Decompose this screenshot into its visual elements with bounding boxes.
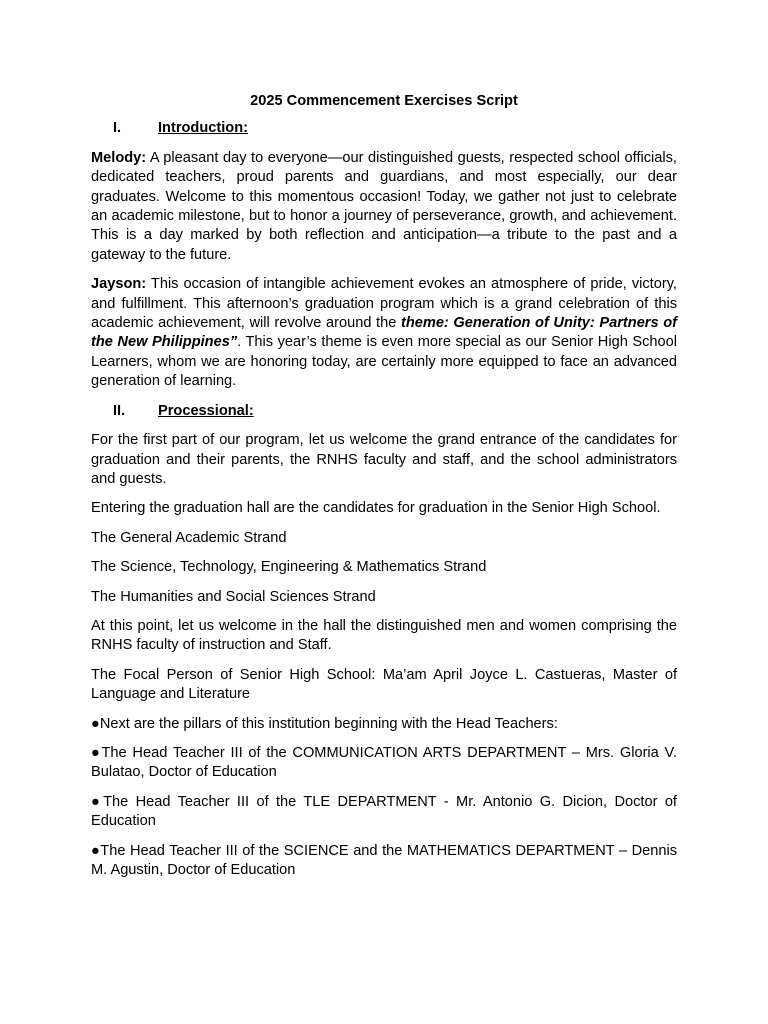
bullet-item: ●The Head Teacher III of the SCIENCE and the MATHEMATICS DEPARTMENT – Dennis M. Agustin, Doctor of Education bbox=[91, 842, 677, 878]
section-heading-introduction bbox=[91, 119, 677, 138]
processional-faculty: At this point, let us welcome in the hall the distinguished men and women comprising the RNHS faculty of instruction and Staff. bbox=[91, 617, 677, 654]
document-page bbox=[91, 92, 677, 890]
processional-candidates: Entering the graduation hall are the candidates for graduation in the Senior High School. bbox=[91, 500, 661, 517]
speaker-name: Jayson: bbox=[91, 276, 147, 293]
melody-paragraph bbox=[91, 149, 677, 265]
section-label: Processional: bbox=[158, 402, 254, 419]
speaker-text: A pleasant day to everyone—our distinguished guests, respected school officials, dedicated teachers, proud parents and guardians, and most especially, our dear graduates. Welcome to this momentous occasion! Today, we gather not just to celebrate an academic milestone, but to honor a journey of perseverance, growth, and achievement. This is a day marked by both reflection and anticipation—a tribute to the past and a gateway to the future. bbox=[91, 149, 677, 263]
bullet-item: ●The Head Teacher III of the COMMUNICATION ARTS DEPARTMENT – Mrs. Gloria V. Bulatao, Doctor of Education bbox=[91, 744, 677, 781]
program-theme: theme: Generation of Unity: Partners of the New Philippines” bbox=[91, 315, 677, 351]
focal-person: The Focal Person of Senior High School: Ma’am April Joyce L. Castueras, Master of Language and Literature bbox=[91, 666, 677, 703]
jayson-paragraph bbox=[91, 275, 677, 391]
speaker-name: Melody: bbox=[91, 149, 147, 166]
strand-item: The General Academic Strand bbox=[91, 529, 287, 546]
document-title: 2025 Commencement Exercises Script bbox=[250, 93, 518, 109]
strand-item: The Humanities and Social Sciences Strand bbox=[91, 588, 376, 605]
section-label: Introduction: bbox=[158, 120, 248, 137]
strand-item: The Science, Technology, Engineering & Mathematics Strand bbox=[91, 559, 487, 576]
speaker-text: This occasion of intangible achievement evokes an atmosphere of pride, victory, and fulfillment. This afternoon’s graduation program which is a grand celebration of this academic achievement, will revolve around the bbox=[91, 276, 677, 332]
speaker-text: . This year’s theme is even more special as our Senior High School Learners, whom we are honoring today, are certainly more equipped to face an advanced generation of learning. bbox=[91, 334, 677, 390]
section-heading-processional bbox=[91, 402, 677, 421]
processional-intro: For the first part of our program, let us welcome the grand entrance of the candidates for graduation and their parents, the RNHS faculty and staff, and the school administrators and guests. bbox=[91, 432, 677, 487]
section-number: II. bbox=[113, 402, 126, 419]
section-number: I. bbox=[113, 120, 122, 137]
bullet-item: ●The Head Teacher III of the TLE DEPARTMENT - Mr. Antonio G. Dicion, Doctor of Education bbox=[91, 793, 677, 830]
bullet-item: ●Next are the pillars of this institution beginning with the Head Teachers: bbox=[91, 715, 558, 732]
